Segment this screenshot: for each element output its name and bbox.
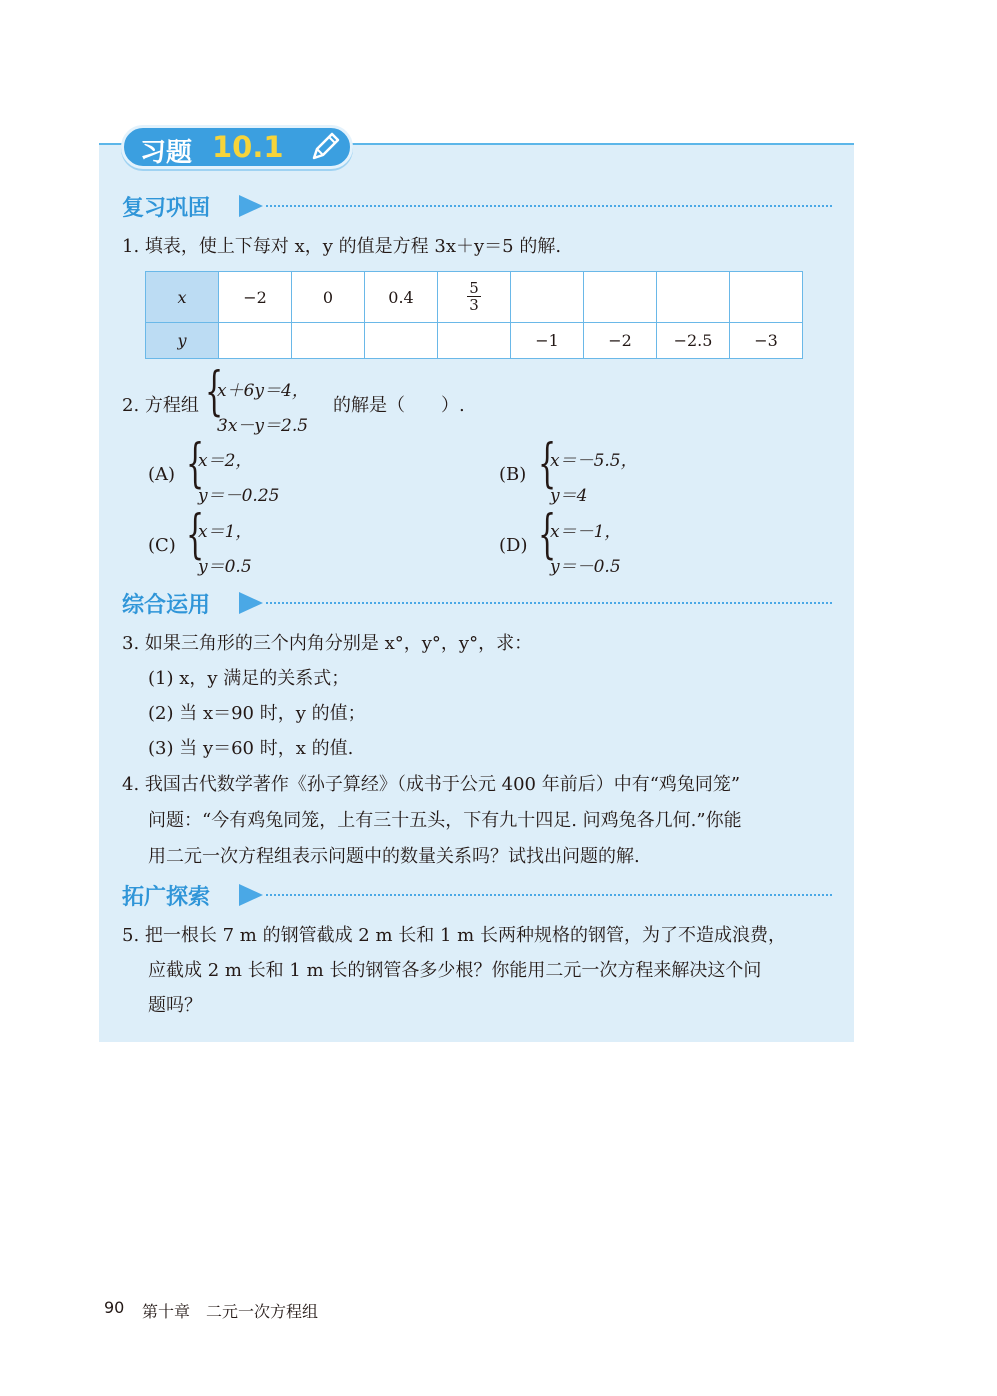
page-number: 90 [104, 1298, 125, 1317]
question-1: 1. 填表，使上下每对 x，y 的值是方程 3x＋y＝5 的解. [122, 236, 562, 257]
table-cell: 0 [292, 272, 365, 323]
section-explore [122, 880, 832, 910]
section-divider [266, 602, 832, 604]
option-a-label: (A) [148, 464, 176, 485]
table-header-y: y [146, 323, 219, 359]
section-arrow-icon [239, 884, 263, 906]
table-cell [219, 323, 292, 359]
option-d-eq1: x＝－1， [550, 522, 622, 542]
table-cell: 0.4 [365, 272, 438, 323]
option-b-label: (B) [499, 464, 527, 485]
table-cell [730, 272, 803, 323]
table-cell: −3 [730, 323, 803, 359]
fraction [467, 280, 481, 313]
question-2-prefix: 2. 方程组 [122, 395, 199, 416]
table-header-x: x [146, 272, 219, 323]
brace-icon: { [186, 434, 205, 494]
fraction-numerator: 5 [469, 279, 479, 297]
table-cell-fraction [438, 272, 511, 323]
question-5-line-2: 应截成 2 m 长和 1 m 长的钢管各多少根？你能用二元一次方程来解决这个问 [148, 960, 762, 981]
question-3: 3. 如果三角形的三个内角分别是 x°，y°，y°，求： [122, 633, 533, 654]
table-row-x [146, 272, 803, 323]
table-cell [292, 323, 365, 359]
option-b-eq2: y＝4 [550, 486, 588, 506]
exercise-badge [121, 125, 353, 169]
badge-title: 习题 [140, 138, 193, 168]
fraction-denominator: 3 [469, 296, 479, 314]
table-cell [438, 323, 511, 359]
question-3-part-3: (3) 当 y＝60 时，x 的值. [148, 738, 354, 759]
section-arrow-icon [239, 592, 263, 614]
section-apply [122, 588, 832, 618]
table-cell: −2 [219, 272, 292, 323]
option-c-label: (C) [148, 535, 176, 556]
section-arrow-icon [239, 195, 263, 217]
question-4-line-2: 问题：“今有鸡兔同笼，上有三十五头，下有九十四足. 问鸡兔各几何.”你能 [148, 810, 742, 831]
option-c-eq1: x＝1， [198, 522, 253, 542]
value-table [145, 271, 803, 359]
table-cell [365, 323, 438, 359]
section-explore-label: 拓广探索 [122, 885, 211, 910]
chapter-title: 第十章 二元一次方程组 [142, 1302, 319, 1321]
question-4-line-1: 4. 我国古代数学著作《孙子算经》（成书于公元 400 年前后）中有“鸡兔同笼” [122, 774, 741, 795]
option-d-eq2: y＝－0.5 [550, 557, 621, 577]
question-3-part-2: (2) 当 x＝90 时，y 的值； [148, 703, 366, 724]
section-apply-label: 综合运用 [122, 593, 211, 618]
pencil-icon [308, 130, 342, 164]
option-a-eq1: x＝2， [198, 451, 253, 471]
option-c-eq2: y＝0.5 [198, 557, 252, 577]
question-2-suffix: 的解是（ ）. [333, 395, 465, 416]
question-3-part-1: (1) x，y 满足的关系式； [148, 668, 350, 689]
question-5-line-3: 题吗？ [148, 995, 202, 1016]
brace-icon: { [538, 505, 557, 565]
question-4-line-3: 用二元一次方程组表示问题中的数量关系吗？试找出问题的解. [148, 846, 640, 867]
equation-1: x＋6y＝4， [217, 381, 309, 401]
section-divider [266, 894, 832, 896]
brace-icon: { [205, 362, 224, 422]
section-review-label: 复习巩固 [122, 196, 211, 221]
table-cell: −2.5 [657, 323, 730, 359]
table-cell [657, 272, 730, 323]
section-review [122, 191, 832, 221]
option-b-eq1: x＝－5.5， [550, 451, 638, 471]
table-cell: −1 [511, 323, 584, 359]
table-row-y [146, 323, 803, 359]
badge-number: 10.1 [212, 130, 284, 164]
brace-icon: { [186, 505, 205, 565]
option-a-eq2: y＝－0.25 [198, 486, 280, 506]
section-divider [266, 205, 832, 207]
option-d-label: (D) [499, 535, 528, 556]
table-cell: −2 [584, 323, 657, 359]
table-cell [584, 272, 657, 323]
table-cell [511, 272, 584, 323]
brace-icon: { [538, 434, 557, 494]
equation-2: 3x－y＝2.5 [217, 416, 309, 436]
question-5-line-1: 5. 把一根长 7 m 的钢管截成 2 m 长和 1 m 长两种规格的钢管，为了不造成浪费， [122, 925, 786, 946]
